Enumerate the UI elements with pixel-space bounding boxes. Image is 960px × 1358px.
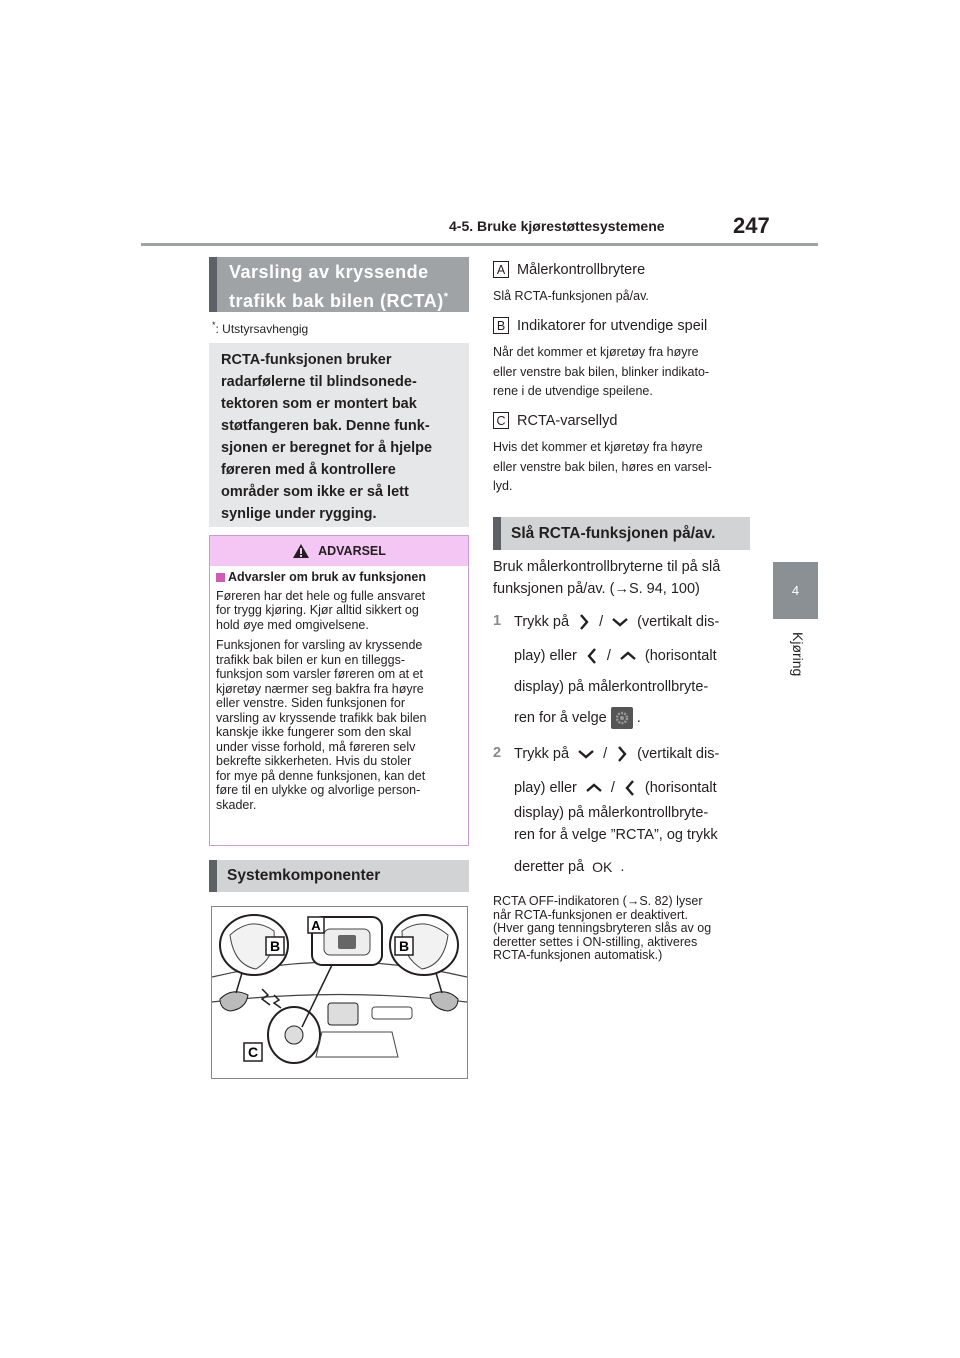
warning-paragraph-2: Funksjonen for varsling av kryssende trafikk bak bilen er kun en tilleggs- funksjon som varsler føreren om at et kjøretøy nærmer seg bakfra fra høyre eller venstre. Siden funksjonen for varsling av kryssende trafikk bak bilen kanskje ikke fungerer som den skal under visse forhold, må føreren selv bekrefte sikkerheten. Hvis du stoler for mye på denne funksjonen, kan det føre til en ulykke og alvorlige person- skader. — [216, 638, 427, 812]
figure-label-b-right: B — [398, 938, 410, 954]
settings-gear-icon — [611, 707, 633, 729]
section-heading-toggle: Slå RCTA-funksjonen på/av. — [493, 517, 750, 550]
item-b — [493, 317, 707, 334]
item-a — [493, 261, 645, 278]
chevron-right-icon — [579, 613, 589, 631]
warning-triangle-icon — [292, 543, 310, 559]
dashboard-illustration — [211, 906, 468, 1079]
intro-box — [209, 343, 469, 527]
chapter-label: Kjøring — [790, 632, 806, 677]
intro-line: føreren med å kontrollere — [221, 462, 396, 478]
item-desc: Slå RCTA-funksjonen på/av. — [493, 289, 649, 303]
section-title: 4-5. Bruke kjørestøttesystemene — [449, 218, 665, 234]
item-desc: Når det kommer et kjøretøy fra høyre eller venstre bak bilen, blinker indikato- rene i de utvendige speilene. — [493, 345, 710, 398]
intro-line: tektoren som er montert bak — [221, 396, 417, 412]
chevron-right-icon — [617, 745, 627, 763]
page-number: 247 — [733, 213, 770, 238]
ok-button-icon: OK — [592, 859, 613, 875]
intro-line: områder som ikke er så lett — [221, 484, 409, 500]
chevron-up-icon — [619, 651, 637, 661]
chevron-left-icon — [587, 647, 597, 665]
chevron-left-icon — [625, 779, 635, 797]
heading-line-1: Varsling av kryssende — [229, 262, 429, 282]
footnote — [212, 320, 308, 336]
rcta-note: RCTA OFF-indikatoren (→S. 82) lyser når RCTA-funksjonen er deaktivert. (Hver gang tenningsbryteren slås av og deretter settes i ON-stilling, aktiveres RCTA-funksjonen automatisk.) — [493, 894, 712, 962]
intro-line: synlige under rygging. — [221, 506, 377, 522]
chevron-up-icon — [585, 783, 603, 793]
item-desc: Hvis det kommer et kjøretøy fra høyre eller venstre bak bilen, høres en varsel- lyd. — [493, 440, 712, 493]
step-number: 2 — [493, 745, 502, 761]
step-1: 1 Trykk på / (vertikalt dis- play) eller / (horisontalt display) på målerkontrollbryte- ren for å velge . — [493, 613, 755, 743]
intro-line: støtfangeren bak. Denne funk- — [221, 418, 430, 434]
warning-box — [209, 535, 469, 846]
figure-label-b-left: B — [269, 938, 281, 954]
warning-paragraph-1: Føreren har det hele og fulle ansvaret for trygg kjøring. Kjør alltid sikkert og hold øye med omgivelsene. — [216, 588, 426, 632]
label-a: A — [493, 261, 509, 278]
header-divider — [141, 243, 818, 246]
step-number: 1 — [493, 613, 502, 629]
bullet-square-icon — [216, 573, 225, 582]
label-c: C — [493, 412, 509, 429]
step-2: 2 Trykk på / (vertikalt dis- play) eller / (horisontalt display) på målerkontrollbryte- ren for å velge ”RCTA”, og trykk deretter på OK . — [493, 745, 720, 875]
warning-subtitle: Advarsler om bruk av funksjonen — [228, 570, 426, 584]
intro-line: sjonen er beregnet for å hjelpe — [221, 440, 433, 456]
footnote-mark: * — [212, 320, 216, 330]
section-heading-rcta — [209, 257, 469, 312]
chevron-down-icon — [577, 749, 595, 759]
intro-line: RCTA-funksjonen bruker — [221, 352, 392, 368]
section-heading-components: Systemkomponenter — [209, 860, 469, 892]
item-title: RCTA-varsellyd — [517, 412, 618, 429]
item-c — [493, 412, 617, 429]
footnote-text: : Utstyrsavhengig — [215, 322, 309, 336]
figure-label-c: C — [247, 1044, 259, 1060]
chevron-down-icon — [611, 617, 629, 627]
warning-header — [210, 536, 468, 566]
figure-label-a: A — [311, 918, 321, 933]
intro-line: radarfølerne til blindsonede- — [221, 374, 417, 390]
toggle-intro: Bruk målerkontrollbryterne til på slå funksjonen på/av. (→S. 94, 100) — [493, 559, 721, 597]
heading-line-2: trafikk bak bilen (RCTA) — [229, 291, 444, 311]
item-title: Indikatorer for utvendige speil — [517, 317, 708, 334]
warning-title: ADVARSEL — [318, 544, 386, 558]
label-b: B — [493, 317, 509, 334]
item-title: Målerkontrollbrytere — [517, 261, 646, 278]
chapter-tab: 4 — [773, 562, 818, 619]
heading-asterisk: * — [443, 291, 449, 303]
